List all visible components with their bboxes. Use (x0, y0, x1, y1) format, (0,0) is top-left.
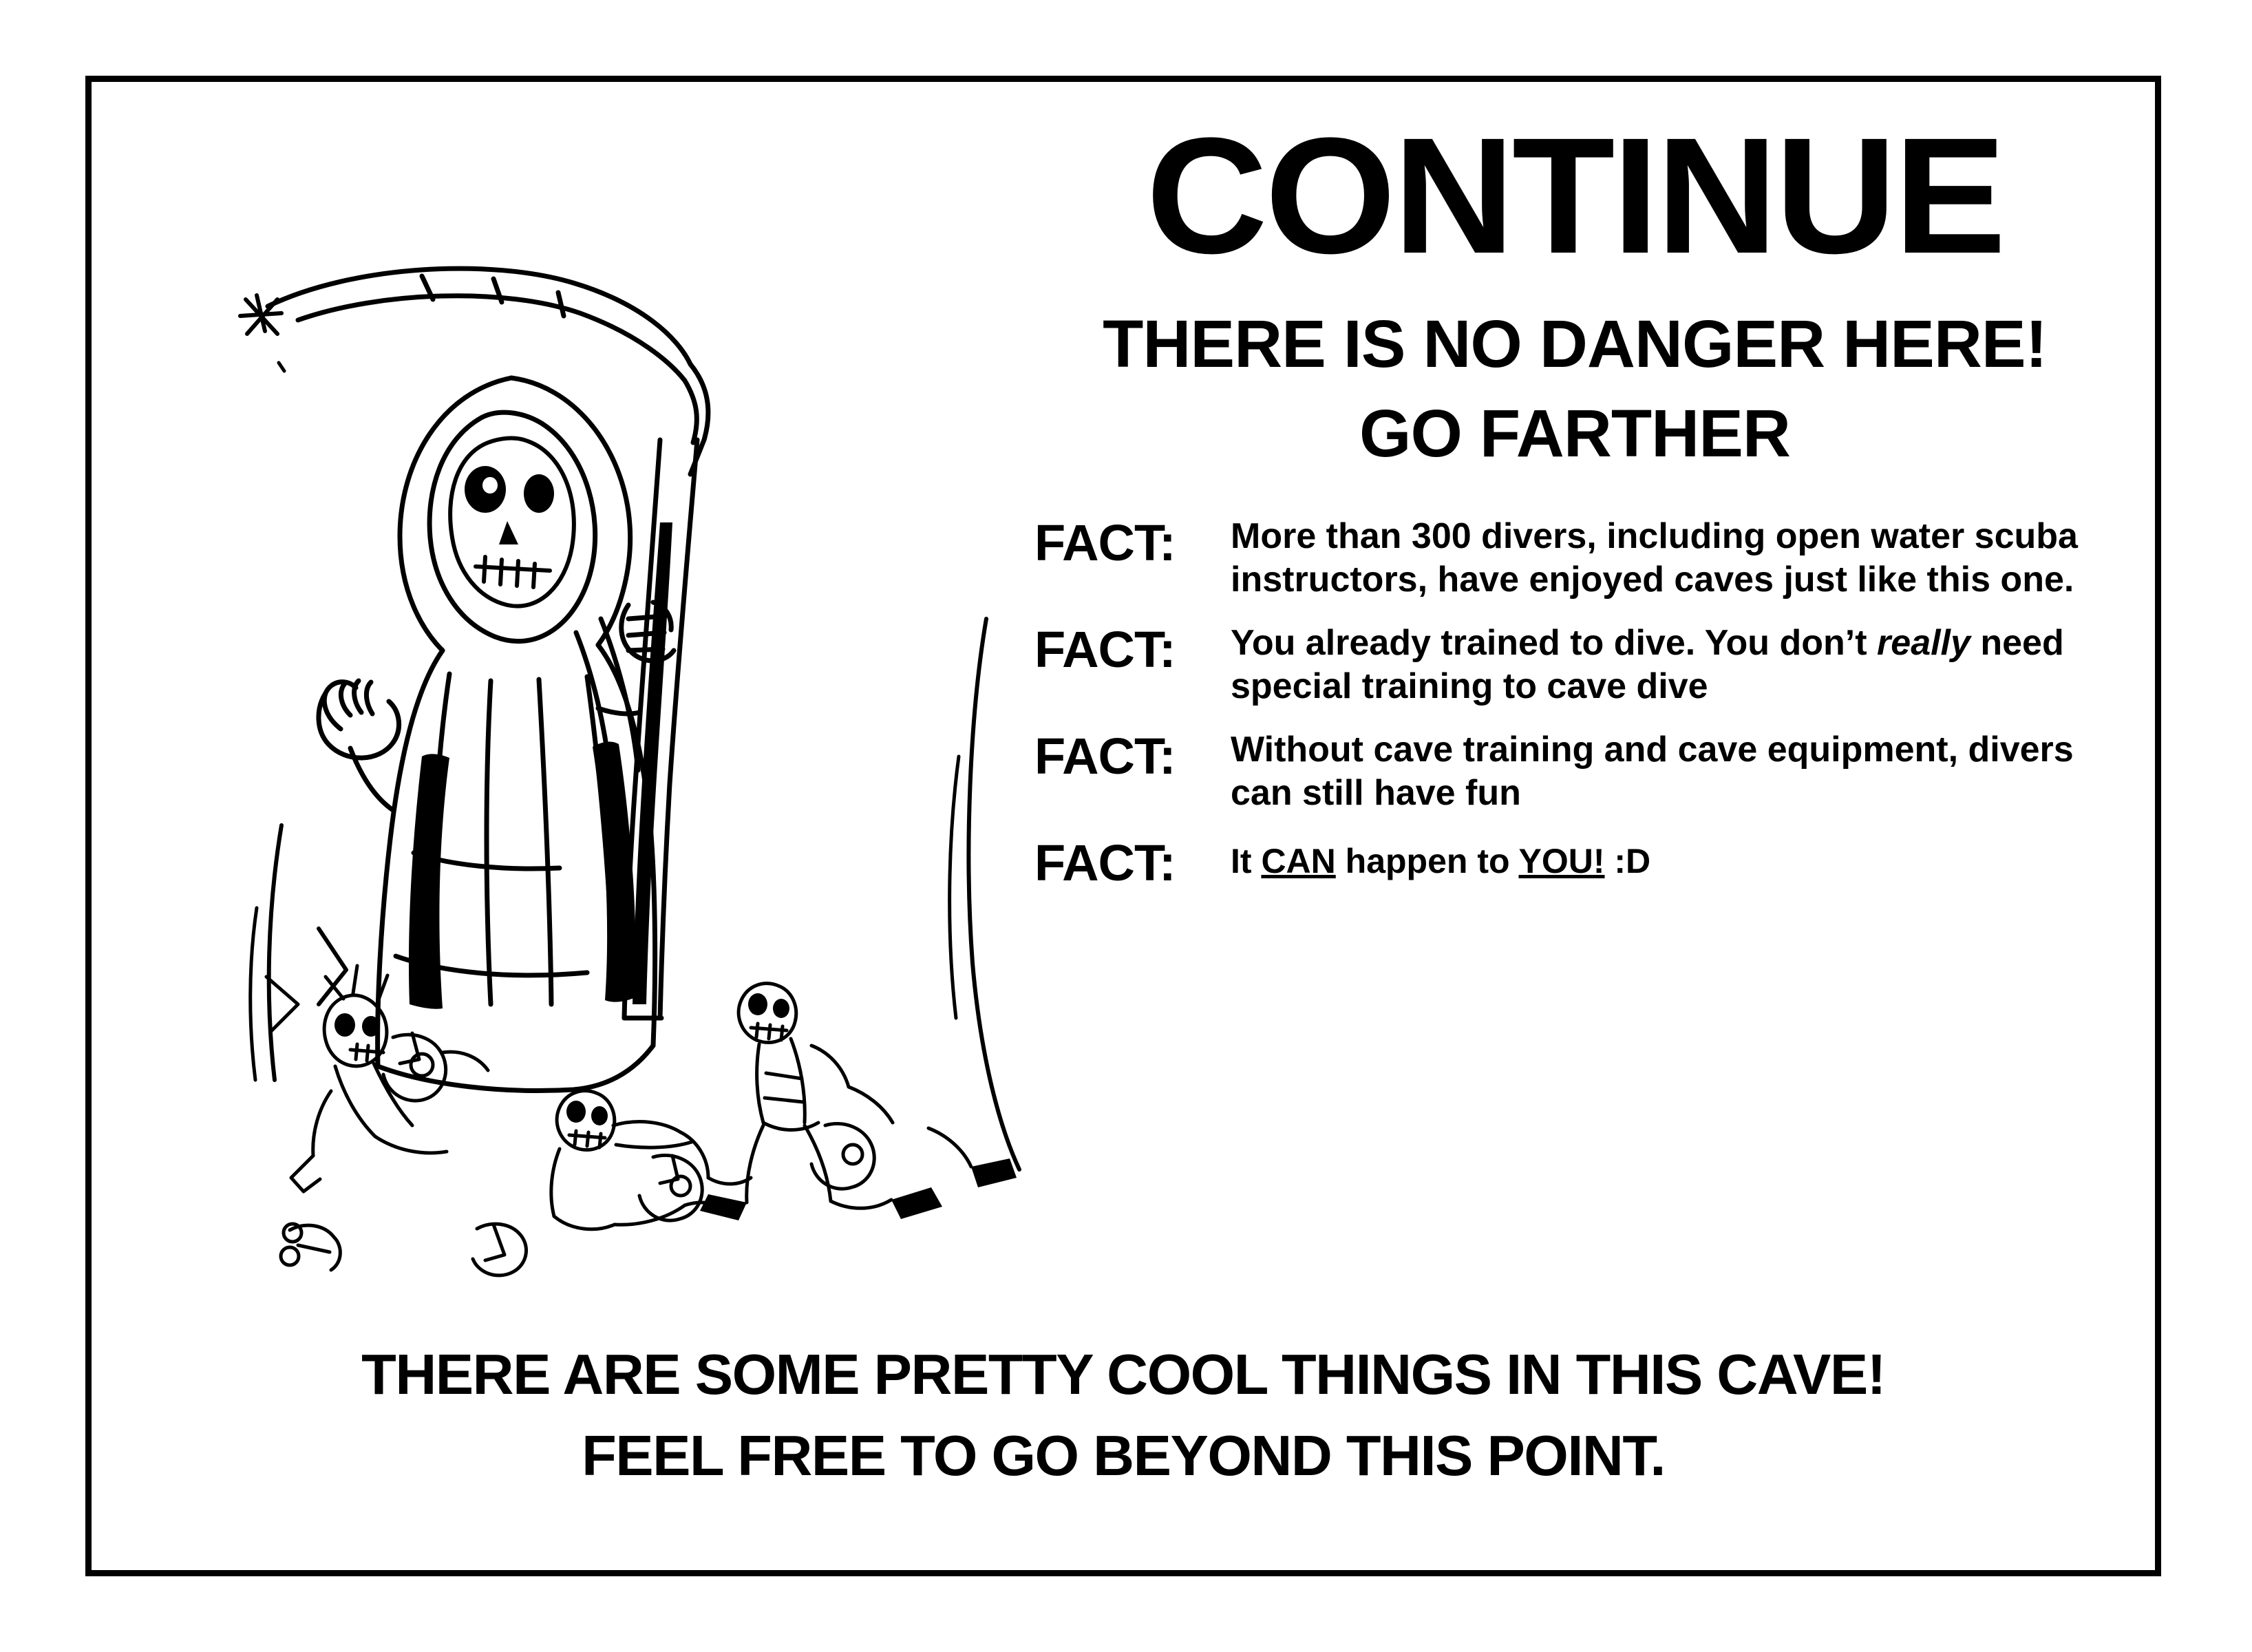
fact-item-1 (1034, 513, 2136, 602)
fact-label: FACT: (1034, 727, 1176, 785)
subtitle-danger: THERE IS NO DANGER HERE! (1103, 306, 2047, 381)
page-title: CONTINUE (1146, 103, 2004, 288)
subtitle-go-farther: GO FARTHER (1359, 396, 1790, 471)
footer-line-2: FEEL FREE TO GO BEYOND THIS POINT. (582, 1423, 1665, 1487)
skull-face (450, 438, 574, 606)
fact-text-after: need special training to cave dive (1231, 622, 2064, 707)
fact-label: FACT: (1034, 620, 1176, 678)
fact-item-4 (1034, 834, 2136, 889)
poster-text-column (1014, 103, 2136, 907)
skeleton-hand-left (319, 681, 399, 810)
poster-footer (92, 1342, 2155, 1489)
fact-text (1231, 834, 2136, 882)
warning-poster (85, 76, 2161, 1576)
fact-text-emphasis: really (1877, 622, 1970, 663)
fact-text-before: You already trained to dive. You don’t (1231, 622, 1878, 663)
scattered-gear (281, 1224, 527, 1275)
fact-label: FACT: (1034, 514, 1176, 571)
fact-text: More than 300 divers, including open water scuba instructors, have enjoyed caves just like this one. (1231, 516, 2078, 600)
fact-segment-3: :D (1604, 841, 1651, 880)
grim-reaper-illustration (215, 233, 1131, 1348)
fact-label: FACT: (1034, 834, 1176, 891)
fact-segment-1: It (1231, 841, 1262, 880)
fact-item-2 (1034, 620, 2136, 709)
fact-text (1231, 620, 2136, 709)
skeleton-forearm (576, 619, 639, 777)
fact-item-3 (1034, 727, 2136, 816)
fact-text: Without cave training and cave equipment, divers can still have fun (1231, 729, 2074, 814)
fact-list (1014, 513, 2136, 889)
fact-underline-you: YOU! (1518, 841, 1605, 880)
footer-line-1: THERE ARE SOME PRETTY COOL THINGS IN THIS CAVE! (361, 1342, 1885, 1406)
fact-segment-2: happen to (1335, 841, 1519, 880)
fact-underline-can: CAN (1261, 841, 1336, 880)
